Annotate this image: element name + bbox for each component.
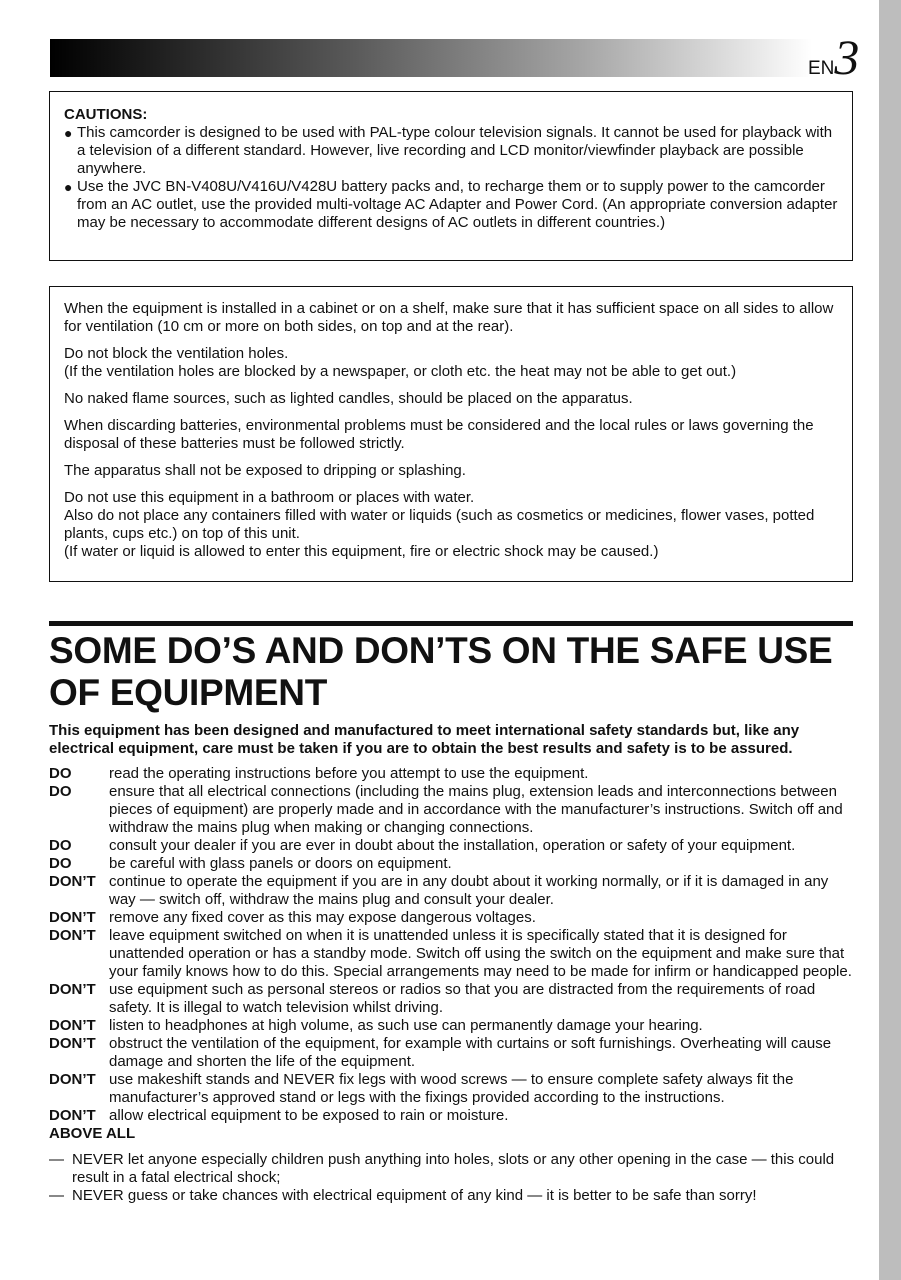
- safety-notes-box: [49, 286, 853, 582]
- rule-item: [49, 1107, 853, 1125]
- safety-note: No naked flame sources, such as lighted candles, should be placed on the apparatus.: [64, 390, 633, 407]
- safety-note: The apparatus shall not be exposed to dripping or splashing.: [64, 462, 466, 479]
- rule-item: [49, 909, 853, 927]
- rule-item: [49, 1035, 853, 1071]
- final-warning-text: NEVER guess or take chances with electrical equipment of any kind — it is better to be safe than sorry!: [72, 1187, 757, 1204]
- rule-text: leave equipment switched on when it is unattended unless it is specifically stated that it is designed for unattended operation or has a standby mode. Switch off using the switch on the equipment and make sure that your family knows how to do this. Special arrangements may need to be made for infirm or handicapped people.: [109, 927, 852, 980]
- rule-keyword: DON’T: [49, 909, 96, 926]
- bullet-icon: ●: [64, 179, 73, 195]
- safety-note: When the equipment is installed in a cabinet or on a shelf, make sure that it has sufficient space on all sides to allow for ventilation (10 cm or more on both sides, on top and at the rear).: [64, 300, 834, 335]
- above-all-heading: ABOVE ALL: [49, 1125, 136, 1142]
- rule-item: [49, 873, 853, 909]
- section-intro: This equipment has been designed and manufactured to meet international safety standards but, like any electrical equipment, care must be taken if you are to obtain the best results and safety is to be assured.: [49, 722, 800, 757]
- rule-keyword: DO: [49, 783, 72, 800]
- rule-item: [49, 1071, 853, 1107]
- rule-keyword: DON’T: [49, 981, 96, 998]
- rule-item: [49, 855, 853, 873]
- rule-keyword: DON’T: [49, 1017, 96, 1034]
- rule-keyword: DON’T: [49, 1071, 96, 1088]
- rule-keyword: DON’T: [49, 927, 96, 944]
- rule-keyword: DO: [49, 765, 72, 782]
- rule-item: [49, 981, 853, 1017]
- dash-marker: —: [49, 1151, 64, 1168]
- rule-keyword: DON’T: [49, 873, 96, 890]
- safety-note: Do not use this equipment in a bathroom or places with water. Also do not place any containers filled with water or liquids (such as cosmetics or medicines, flower vases, potted plants, cups etc.) on top of this unit. (If water or liquid is allowed to enter this equipment, fire or electric shock may be caused.): [64, 489, 815, 560]
- rule-item: [49, 783, 853, 837]
- rule-keyword: DON’T: [49, 1107, 96, 1124]
- rule-text: consult your dealer if you are ever in doubt about the installation, operation or safety of your equipment.: [109, 837, 796, 854]
- cautions-title: CAUTIONS:: [64, 106, 148, 123]
- rule-item: [49, 927, 853, 981]
- page-number: 3: [834, 29, 860, 85]
- caution-item: [64, 124, 838, 178]
- section-title: SOME DO’S AND DON’TS ON THE SAFE USE OF EQUIPMENT: [49, 630, 833, 713]
- bullet-icon: ●: [64, 125, 73, 141]
- caution-item: [64, 178, 838, 232]
- rule-text: obstruct the ventilation of the equipment, for example with curtains or soft furnishings. Overheating will cause damage and shorten the life of the equipment.: [109, 1035, 832, 1070]
- dos-and-donts-list: [49, 765, 853, 1205]
- final-warning: [49, 1187, 853, 1205]
- rule-item: [49, 1017, 853, 1035]
- rule-text: remove any fixed cover as this may expose dangerous voltages.: [109, 909, 536, 926]
- safety-note: When discarding batteries, environmental problems must be considered and the local rules or laws governing the disposal of these batteries must be followed strictly.: [64, 417, 814, 452]
- final-warning-text: NEVER let anyone especially children push anything into holes, slots or any other opening in the case — this could result in a fatal electrical shock;: [72, 1151, 835, 1186]
- dash-marker: —: [49, 1187, 64, 1204]
- cautions-box: [49, 91, 853, 261]
- rule-text: use makeshift stands and NEVER fix legs with wood screws — to ensure complete safety always fit the manufacturer’s approved stand or legs with the fixings provided according to the instructions.: [109, 1071, 794, 1106]
- rule-text: use equipment such as personal stereos or radios so that you are distracted from the requirements of road safety. It is illegal to watch television whilst driving.: [109, 981, 816, 1016]
- rule-text: allow electrical equipment to be exposed to rain or moisture.: [109, 1107, 509, 1124]
- page-label: [808, 29, 860, 85]
- rule-text: continue to operate the equipment if you are in any doubt about it working normally, or if it is damaged in any way — switch off, withdraw the mains plug and consult your dealer.: [109, 873, 829, 908]
- page-edge-bar: [879, 0, 901, 1280]
- rule-text: ensure that all electrical connections (including the mains plug, extension leads and interconnections between pieces of equipment) are properly made and in accordance with the manufacturer’s instructions. Switch off and withdraw the mains plug when making or changing connections.: [109, 783, 843, 836]
- header-gradient-strip: [50, 39, 812, 77]
- rule-text: be careful with glass panels or doors on equipment.: [109, 855, 452, 872]
- rule-text: read the operating instructions before you attempt to use the equipment.: [109, 765, 589, 782]
- language-code: EN: [808, 58, 835, 79]
- safety-note: Do not block the ventilation holes. (If the ventilation holes are blocked by a newspaper, or cloth etc. the heat may not be able to get out.): [64, 345, 737, 380]
- rule-keyword: DO: [49, 837, 72, 854]
- final-warning: [49, 1151, 853, 1187]
- rule-keyword: DO: [49, 855, 72, 872]
- caution-text: This camcorder is designed to be used with PAL-type colour television signals. It cannot be used for playback with a television of a different standard. However, live recording and LCD monitor/viewfinder playback are possible anywhere.: [77, 124, 833, 177]
- rule-item: [49, 837, 853, 855]
- section-rule: [49, 621, 853, 626]
- rule-keyword: DON’T: [49, 1035, 96, 1052]
- rule-text: listen to headphones at high volume, as such use can permanently damage your hearing.: [109, 1017, 703, 1034]
- rule-item: [49, 765, 853, 783]
- caution-text: Use the JVC BN-V408U/V416U/V428U battery packs and, to recharge them or to supply power to the camcorder from an AC outlet, use the provided multi-voltage AC Adapter and Power Cord. (An appropriate conversion adapter may be necessary to accommodate different designs of AC outlets in different countries.): [77, 178, 838, 231]
